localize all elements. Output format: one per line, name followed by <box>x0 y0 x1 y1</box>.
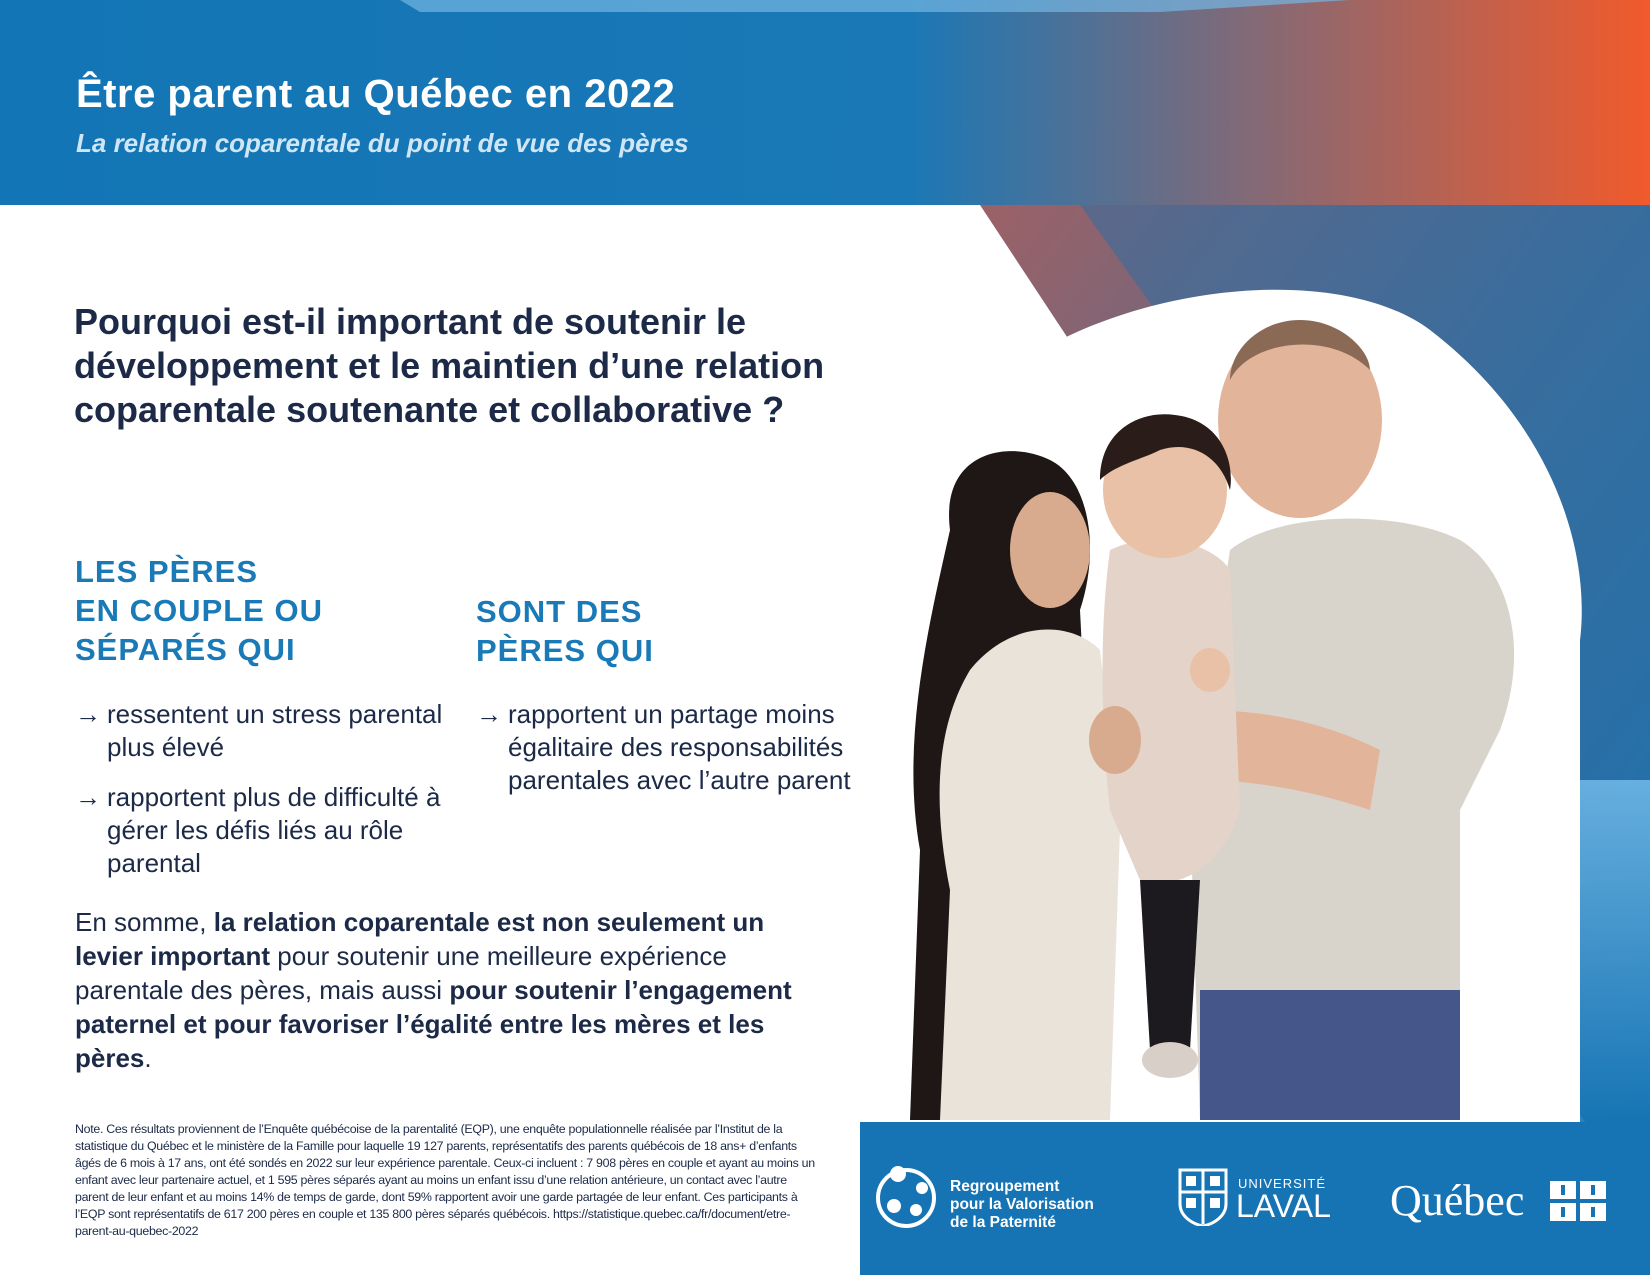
rvp-emblem-icon <box>870 1160 942 1230</box>
list-item-text: ressentent un stress parental plus élevé <box>107 699 443 762</box>
family-photo <box>900 290 1600 1120</box>
list-item <box>75 698 475 764</box>
list-item-text: rapportent plus de difficulté à gérer les défis liés au rôle parental <box>107 782 441 878</box>
footnote: Note. Ces résultats proviennent de l’Enquête québécoise de la parentalité (EQP), une enquête populationnelle réalisée par l’Institut de la statistique du Québec et le ministère de la Famille pour laquelle 19 127 parents, représentatifs des parents québécois de 18 ans+ d’enfants âgés de 6 mois à 17 ans, ont été sondés en 2022 sur leur expérience parentale. Ceux-ci incluent : 7 908 pères en couple et ayant au moins un enfant avec leur partenaire actuel, et 1 595 pères séparés ayant au moins un enfant issu d’une relation antérieure, un contact avec l’autre parent de leur enfant et au moins 14% de temps de garde, dont 59% rapportent avoir une garde partagée de leur enfant. Ces participants à l’EQP sont représentatifs de 617 200 pères en couple et 135 800 pères séparés québécois. https://statistique.quebec.ca/fr/document/etre-parent-au-quebec-2022 <box>75 1122 815 1238</box>
summary-part-2: pour soutenir une meilleure expérience parentale des pères, mais aussi <box>75 941 727 1005</box>
laval-logo <box>1178 1168 1331 1228</box>
list-item <box>75 781 475 880</box>
list-item <box>476 698 856 797</box>
summary-paragraph <box>75 905 795 1075</box>
quebec-logo <box>1390 1175 1610 1225</box>
fleur-de-lis-icon <box>1550 1181 1606 1221</box>
right-column-list <box>476 698 856 814</box>
laval-logo-big-text: LAVAL <box>1236 1188 1331 1224</box>
left-column-heading: LES PÈRES EN COUPLE OU SÉPARÉS QUI <box>75 554 323 667</box>
list-item-text: rapportent un partage moins égalitaire des responsabilités parentales avec l’autre parent <box>508 699 851 795</box>
arrow-right-icon: → <box>75 699 101 729</box>
page-subtitle: La relation coparentale du point de vue des pères <box>76 128 689 158</box>
right-column-heading: SONT DES PÈRES QUI <box>476 594 654 668</box>
laval-shield-icon <box>1178 1168 1228 1226</box>
header-band <box>0 0 1650 205</box>
arrow-right-icon: → <box>75 782 101 812</box>
arrow-right-icon: → <box>476 699 502 729</box>
laval-logo-small-text: UNIVERSITÉ <box>1238 1176 1327 1191</box>
left-column-list <box>75 698 475 897</box>
main-question: Pourquoi est-il important de soutenir le développement et le maintien d’une relation coparentale soutenante et collaborative ? <box>74 301 825 430</box>
rvp-logo <box>870 1160 1110 1230</box>
rvp-logo-text: Regroupement pour la Valorisation de la Paternité <box>950 1178 1094 1231</box>
summary-bold-2: pour soutenir l’engagement paternel et pour favoriser l’égalité entre les mères et les pères <box>75 975 792 1073</box>
summary-bold-1: la relation coparentale est non seulement un levier important <box>75 907 765 971</box>
quebec-wordmark: Québec <box>1390 1176 1525 1225</box>
summary-part-3: . <box>144 1043 152 1073</box>
summary-part-1: En somme, <box>75 907 214 937</box>
page-title: Être parent au Québec en 2022 <box>76 72 676 116</box>
